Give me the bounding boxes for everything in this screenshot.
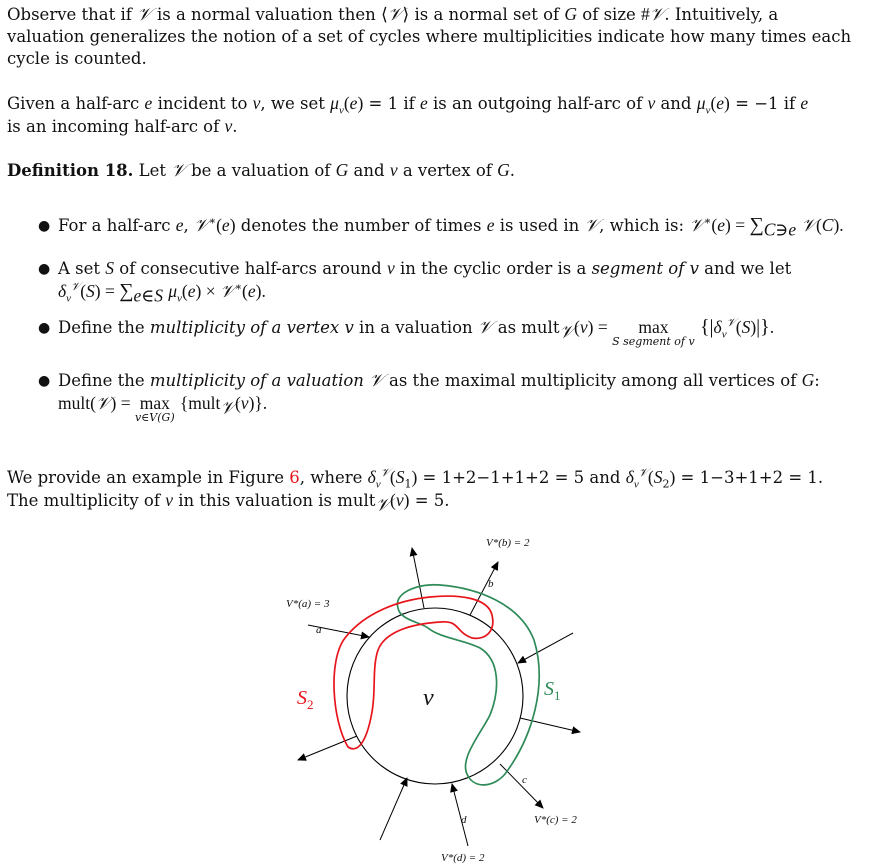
bullet-segment: A set S of consecutive half-arcs around v in the cyclic order is a segment of v and we let $\delta_v^𝒱(S) = \sum_{e\in S}$ $\mu_v(e)$ × 𝒱∗(e). bbox=[58, 258, 792, 306]
bullet-half-arc-usage: For a half-arc e, 𝒱∗(e) denotes the number of times e is used in 𝒱, which is: 𝒱∗(e) = $\sum_{C∋e}$ 𝒱(C). bbox=[58, 214, 844, 240]
bullet-marker: ● bbox=[38, 373, 51, 389]
arc-label-a: a bbox=[316, 624, 322, 636]
value-label-b: V*(b) = 2 bbox=[486, 537, 530, 549]
arc-label-c: c bbox=[522, 774, 527, 786]
value-label-c: V*(c) = 2 bbox=[534, 814, 577, 826]
segment-s2-curve bbox=[334, 596, 493, 749]
vertex-label: v bbox=[423, 685, 434, 711]
paragraph-1: Observe that if 𝒱 is a normal valuation then ⟨𝒱⟩ is a normal set of G of size #𝒱. Intuitively, a valuation generalizes the notion of a set of cycles where multiplicities indicate how many times each cycle is counted. bbox=[7, 4, 852, 68]
arc-in-bottom-left bbox=[380, 778, 407, 840]
paragraph-example: We provide an example in Figure 6, where $\delta_v^𝒱(S_1) = 1+2-1+1+2 = 5$ and $\delta_v^𝒱(S_2) = 1-3+1+2 = 1$. The multiplicity of v in this valuation is mult$_𝒱$(v) = 5. bbox=[7, 466, 824, 516]
value-label-d: V*(d) = 2 bbox=[441, 852, 485, 864]
bullet-valuation-multiplicity: Define the multiplicity of a valuation 𝒱 as the maximal multiplicity among all vertices of G: mult(𝒱) = max v∈V(G) {mult$_𝒱$(v)}. bbox=[58, 370, 820, 424]
s2-label: $S_2$ bbox=[297, 687, 314, 712]
figure-6 bbox=[0, 525, 880, 867]
paragraph-2: Given a half-arc e incident to v, we set $\mu_v(e) = 1$ if e is an outgoing half-arc of v and $\mu_v(e) = -1$ if e is an incoming half-arc of v. bbox=[7, 93, 809, 136]
arc-in-top-right bbox=[518, 633, 573, 663]
bullet-marker: ● bbox=[38, 261, 51, 277]
arc-out-b bbox=[470, 562, 498, 615]
s1-label: $S_1$ bbox=[544, 678, 561, 703]
value-label-a: V*(a) = 3 bbox=[286, 598, 330, 610]
figure-reference-link[interactable]: 6 bbox=[289, 468, 300, 487]
arc-label-d: d bbox=[461, 814, 467, 826]
bullet-vertex-multiplicity: Define the multiplicity of a vertex v in a valuation 𝒱 as mult$_𝒱$(v) = max S segment of v $\{|\delta_v^𝒱(S)|\}$. bbox=[58, 316, 775, 348]
bullet-marker: ● bbox=[38, 218, 51, 234]
arc-label-b: b bbox=[488, 578, 494, 590]
bullet-marker: ● bbox=[38, 320, 51, 336]
definition-18: Definition 18. Let 𝒱 be a valuation of G and v a vertex of G. bbox=[7, 160, 516, 181]
